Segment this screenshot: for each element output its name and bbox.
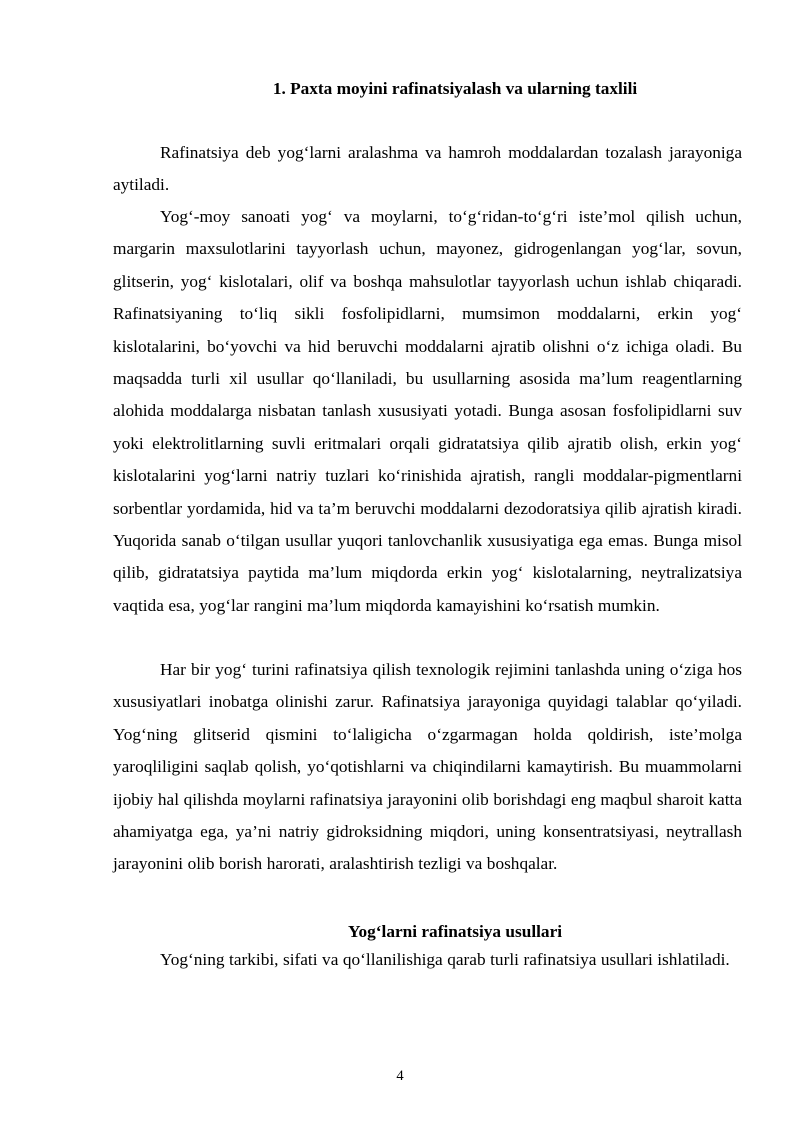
page-number: 4 — [396, 1068, 404, 1084]
paragraph-requirements: Har bir yog‘ turini rafinatsiya qilish texnologik rejimini tanlashda uning o‘ziga hos xususiyatlari inobatga olinishi zarur. Rafinatsiya jarayoniga quyidagi talablar qo‘yiladi. Yog‘ning glitserid qismini to‘laligicha o‘zgarmagan holda qoldirish, iste’molga yaroqliligini saqlab qolish, yo‘qotishlarni va chiqindilarni kamaytirish. Bu muammolarni ijobiy hal qilishda moylarni rafinatsiya jarayonini olib borishdagi eng maqbul sharoit katta ahamiyatga ega, ya’ni natriy gidroksidning miqdori, uning konsentratsiyasi, neytrallash jarayonini olib borish harorati, aralashtirish tezligi va boshqalar. — [113, 660, 742, 874]
paragraph-definition: Rafinatsiya deb yog‘larni aralashma va hamroh moddalardan tozalash jarayoniga aytiladi. — [113, 143, 742, 195]
section-title: 1. Paxta moyini rafinatsiyalash va ularning taxlili — [272, 79, 638, 98]
paragraph-methods: Yog‘ning tarkibi, sifati va qo‘llanilishiga qarab turli rafinatsiya usullari ishlatiladi. — [160, 950, 730, 969]
paragraph-industry: Yog‘-moy sanoati yog‘ va moylarni, to‘g‘ridan-to‘g‘ri iste’mol qilish uchun, margarin maxsulotlarini tayyorlash uchun, mayonez, gidrogenlangan yog‘lar, sovun, glitserin, yog‘ kislotalari, olif va boshqa mahsulotlar tayyorlash uchun ishlab chiqaradi. Rafinatsiyaning to‘liq sikli fosfolipidlarni, mumsimon moddalarni, erkin yog‘ kislotalarini, bo‘yovchi va hid beruvchi moddalarni ajratib olishni o‘z ichiga oladi. Bu maqsadda turli xil usullar qo‘llaniladi, bu usullarning asosida ma’lum reagentlarning alohida moddalarga nisbatan tanlash xususiyati yotadi. Bunga asosan fosfolipidlarni suv yoki elektrolitlarning suvli eritmalari orqali gidratatsiya qilib ajratib olish, erkin yog‘ kislotalarini yog‘larni natriy tuzlari ko‘rinishida ajratish, rangli moddalar-pigmentlarni sorbentlar yordamida, hid va ta’m beruvchi moddalarni dezodoratsiya qilib ajratish kiradi. Yuqorida sanab o‘tilgan usullar yuqori tanlovchanlik xususiyatiga ega emas. Bunga misol qilib, gidratatsiya paytida ma’lum miqdorda erkin yog‘ kislotalarning, neytralizatsiya vaqtida esa, yog‘lar rangini ma’lum miqdorda kamayishini ko‘rsatish mumkin. — [113, 207, 742, 615]
subsection-title: Yog‘larni rafinatsiya usullari — [347, 922, 563, 941]
